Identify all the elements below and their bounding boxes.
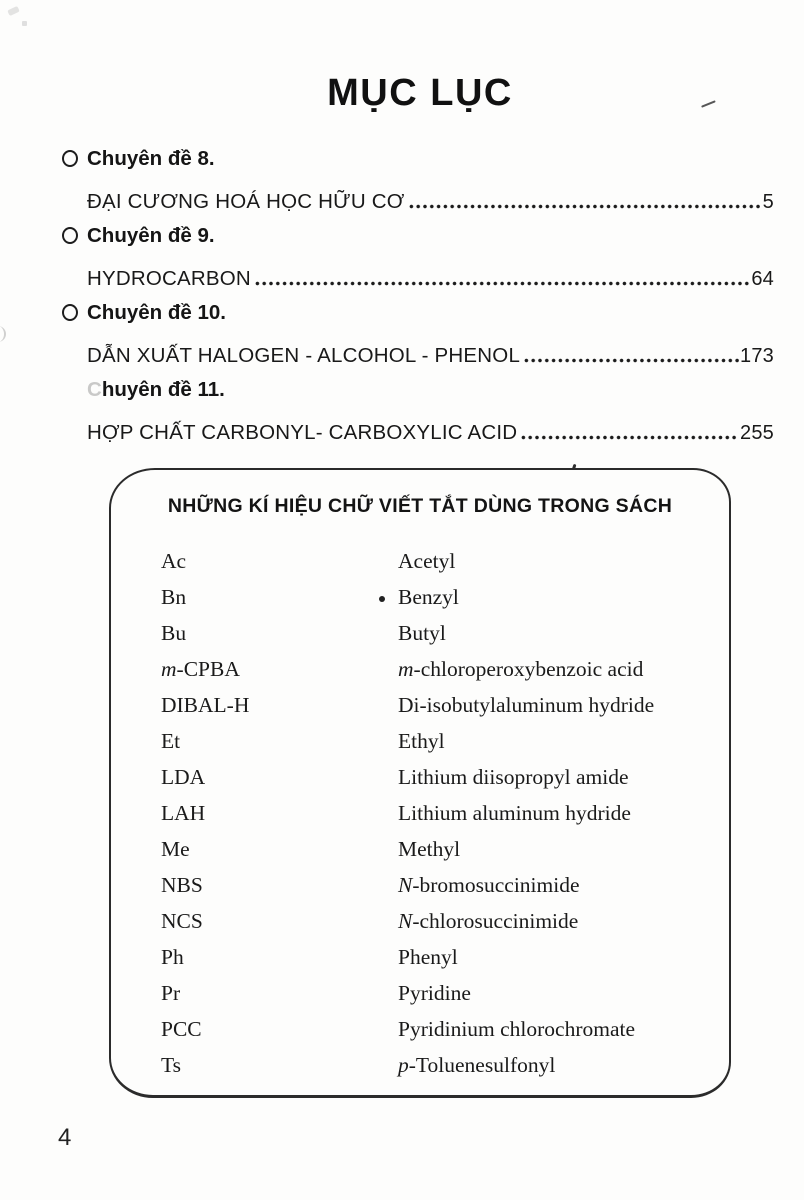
toc-entry-header: [62, 139, 774, 178]
abbreviation-definition: Lithium diisopropyl amide: [398, 764, 629, 789]
abbreviation-row: [161, 939, 699, 975]
abbreviation-code: LDA: [161, 764, 206, 789]
abbreviation-code: PCC: [161, 1016, 202, 1041]
abbreviation-definition: Pyridine: [398, 980, 471, 1005]
circle-bullet-icon: [62, 150, 78, 167]
toc-entry-header: [62, 216, 774, 255]
toc-entry-page-number: 64: [751, 268, 774, 290]
abbreviation-row: [161, 759, 699, 795]
toc-entry-header: [62, 370, 774, 409]
scan-artifact-left-edge: [0, 326, 6, 342]
abbreviation-definition: Lithium aluminum hydride: [398, 800, 631, 825]
toc-entry-title: HYDROCARBON: [87, 267, 251, 290]
abbreviation-code: Bu: [161, 620, 187, 645]
abbreviation-code: Bn: [161, 584, 187, 609]
toc-entry-line: [62, 332, 774, 370]
abbreviation-row: [161, 543, 699, 579]
toc-entry-line: [62, 178, 774, 216]
abbreviation-row: [161, 831, 699, 867]
stray-dot-artifact: [379, 596, 385, 602]
abbreviation-definition: Ethyl: [398, 728, 445, 753]
toc-entry-title: HỢP CHẤT CARBONYL- CARBOXYLIC ACID: [87, 421, 518, 444]
abbreviation-definition: Butyl: [398, 620, 446, 645]
abbreviation-row: [161, 975, 699, 1011]
scan-artifact-top-left: [7, 6, 20, 16]
toc-entry-page-number: 5: [762, 191, 774, 213]
abbreviation-row: [161, 795, 699, 831]
abbreviation-definition: Benzyl: [398, 585, 699, 610]
abbreviation-code: Me: [161, 836, 190, 861]
abbreviation-row: [161, 651, 699, 687]
toc-entry-header-text: Chuyên đề 10.: [87, 300, 226, 324]
abbreviation-definition: N-chlorosuccinimide: [398, 908, 579, 933]
toc-entry-page-number: 255: [740, 422, 774, 444]
abbreviations-title: NHỮNG KÍ HIỆU CHỮ VIẾT TẮT DÙNG TRONG SÁCH: [167, 495, 673, 517]
toc-entry-header-text: Chuyên đề 11.: [87, 377, 225, 401]
page-number: 4: [58, 1124, 72, 1151]
abbreviation-row: [161, 579, 699, 615]
abbreviation-definition: m-chloroperoxybenzoic acid: [398, 656, 644, 681]
toc-entry-header: [62, 293, 774, 332]
abbreviation-row: [161, 1011, 699, 1047]
abbreviation-code: DIBAL-H: [161, 692, 250, 717]
toc-entry-page-number: 173: [740, 345, 774, 367]
toc-entry: [62, 370, 774, 447]
abbreviation-code: Ac: [161, 548, 187, 573]
toc-entry: [62, 293, 774, 370]
abbreviation-row: [161, 1047, 699, 1083]
toc-entry-header-text: Chuyên đề 8.: [87, 146, 215, 170]
toc-entry-line: [62, 409, 774, 447]
abbreviation-definition: Phenyl: [398, 944, 458, 969]
abbreviation-definition: Pyridinium chlorochromate: [398, 1016, 636, 1041]
dotted-leader: [521, 434, 739, 441]
toc-entry: [62, 139, 774, 216]
abbreviation-code: NBS: [161, 872, 203, 897]
abbreviation-row: [161, 903, 699, 939]
dotted-leader: [255, 280, 750, 287]
table-of-contents: [62, 139, 774, 447]
dotted-leader: [409, 203, 762, 210]
abbreviation-row: [161, 723, 699, 759]
abbreviation-row: [161, 615, 699, 651]
abbreviation-row: [161, 687, 699, 723]
dotted-leader: [524, 357, 739, 364]
abbreviations-list: [161, 543, 699, 1083]
toc-entry-title: DẪN XUẤT HALOGEN - ALCOHOL - PHENOL: [87, 344, 521, 367]
abbreviation-code: Pr: [161, 980, 181, 1005]
toc-entry-line: [62, 255, 774, 293]
abbreviation-definition: N-bromosuccinimide: [398, 872, 580, 897]
abbreviation-row: [161, 867, 699, 903]
abbreviation-definition: Acetyl: [398, 548, 456, 573]
abbreviation-code: Et: [161, 728, 181, 753]
abbreviation-definition: p-Toluenesulfonyl: [398, 1052, 556, 1077]
abbreviations-box: [109, 468, 731, 1098]
circle-bullet-icon: [62, 304, 78, 321]
toc-entry-title: ĐẠI CƯƠNG HOÁ HỌC HỮU CƠ: [87, 190, 405, 213]
toc-entry: [62, 216, 774, 293]
abbreviation-definition: Di-isobutylaluminum hydride: [398, 692, 655, 717]
toc-entry-header-text: Chuyên đề 9.: [87, 223, 215, 247]
abbreviation-code: LAH: [161, 800, 206, 825]
scan-artifact-top-left-2: [22, 21, 27, 26]
abbreviation-definition: Methyl: [398, 836, 461, 861]
abbreviation-code: Ts: [161, 1052, 181, 1077]
abbreviation-code: NCS: [161, 908, 203, 933]
circle-bullet-icon: [62, 227, 78, 244]
abbreviation-code: Ph: [161, 944, 184, 969]
page-title: MỤC LỤC: [327, 72, 513, 114]
abbreviation-code: m-CPBA: [161, 656, 240, 681]
